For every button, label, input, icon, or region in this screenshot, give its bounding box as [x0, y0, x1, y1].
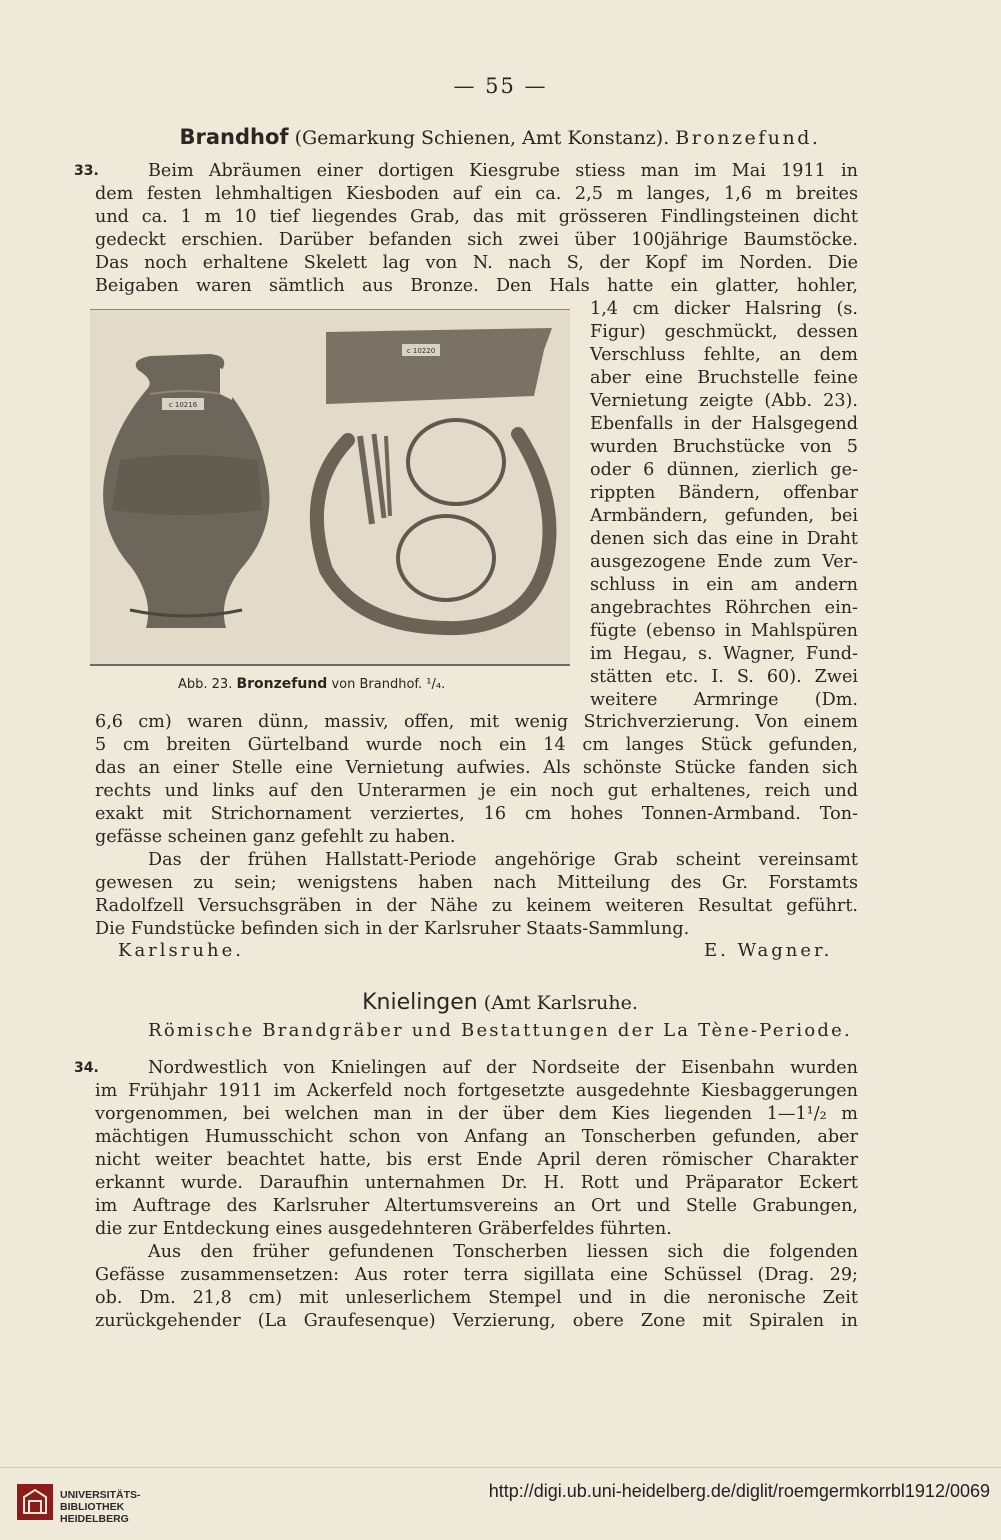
text-line: Figur) geschmückt, dessen — [590, 322, 858, 342]
figure-caption — [178, 676, 445, 692]
heading-place: Brandhof — [179, 125, 289, 149]
text-line: wurden Bruchstücke von 5 — [590, 437, 858, 457]
text-line: Das der frühen Hallstatt-Periode angehörige Grab scheint vereinsamt — [148, 850, 858, 870]
library-name-line: HEIDELBERG — [60, 1513, 129, 1525]
text-line: im Hegau, s. Wagner, Fund- — [590, 644, 858, 664]
text-line: vorgenommen, bei welchen man in der über dem Kies liegenden 1—1¹/₂ m — [95, 1104, 858, 1124]
text-line: rippten Bändern, offenbar — [590, 483, 858, 503]
page-number: — 55 — — [453, 74, 548, 98]
text-line: fügte (ebenso in Mahlspüren — [590, 621, 858, 641]
text-line: das an einer Stelle eine Vernietung aufwies. Als schönste Stücke fanden sich — [95, 758, 858, 778]
permalink-url[interactable]: http://digi.ub.uni-heidelberg.de/diglit/roemgermkorrbl1912/0069 — [488, 1481, 990, 1501]
photo-bronze-artifacts — [90, 310, 570, 664]
vessel-inventory-label: c 10216 — [168, 401, 198, 409]
text-line: im Frühjahr 1911 im Ackerfeld noch fortgesetzte ausgedehnte Kiesbaggerungen — [95, 1081, 858, 1101]
text-line: Beigaben waren sämtlich aus Bronze. Den Hals hatte ein glatter, hohler, — [95, 276, 858, 296]
text-line: nicht weiter beachtet hatte, bis erst Ende April deren römischer Charakter — [95, 1150, 858, 1170]
paragraph-number-33: 33. — [74, 163, 99, 179]
text-line: rechts und links auf den Unterarmen je ein noch gut erhaltenes, reich und — [95, 781, 858, 801]
text-line: Armbändern, gefunden, bei — [590, 506, 858, 526]
section-heading-knielingen — [60, 990, 940, 1015]
text-line: mächtigen Humusschicht schon von Anfang an Tonscherben gefunden, aber — [95, 1127, 858, 1147]
text-line: weitere Armringe (Dm. — [590, 690, 858, 710]
figure-bronze-find — [90, 309, 570, 666]
text-line: Gefässe zusammensetzen: Aus roter terra sigillata eine Schüssel (Drag. 29; — [95, 1265, 858, 1285]
heading-topic: Bronzefund. — [675, 127, 821, 149]
text-line: 6,6 cm) waren dünn, massiv, offen, mit wenig Strichverzierung. Von einem — [95, 712, 858, 732]
text-line: gedeckt erschien. Darüber befanden sich zwei über 100jährige Baumstöcke. — [95, 230, 858, 250]
text-line: stätten etc. I. S. 60). Zwei — [590, 667, 858, 687]
text-line: 1,4 cm dicker Halsring (s. — [590, 299, 858, 319]
library-footer — [0, 1467, 1001, 1540]
library-name-line: UNIVERSITÄTS- — [60, 1489, 141, 1501]
plate-inventory-label: c 10220 — [406, 347, 436, 355]
section-heading-brandhof — [60, 125, 940, 149]
text-line: ob. Dm. 21,8 cm) mit unleserlichem Stempel und in die neronische Zeit — [95, 1288, 858, 1308]
text-line: Nordwestlich von Knielingen auf der Nordseite der Eisenbahn wurden — [148, 1058, 858, 1078]
text-line: oder 6 dünnen, zierlich ge- — [590, 460, 858, 480]
text-line: dem festen lehmhaltigen Kiesboden auf ein ca. 2,5 m langes, 1,6 m breites — [95, 184, 858, 204]
text-line: Beim Abräumen einer dortigen Kiesgrube stiess man im Mai 1911 in — [148, 161, 858, 181]
library-name-line: BIBLIOTHEK — [60, 1501, 125, 1513]
text-line: Radolfzell Versuchsgräben in der Nähe zu keinem weiteren Resultat geführt. — [95, 896, 858, 916]
text-line: denen sich das eine in Draht — [590, 529, 858, 549]
text-line: Verschluss fehlte, an dem — [590, 345, 858, 365]
text-line: angebrachtes Röhrchen ein- — [590, 598, 858, 618]
text-line: Die Fundstücke befinden sich in der Karlsruher Staats-Sammlung. — [95, 919, 690, 939]
signature-author: E. Wagner. — [704, 940, 833, 961]
text-line: schluss in ein am andern — [590, 575, 858, 595]
heading-place: Knielingen — [362, 990, 478, 1015]
text-line: im Auftrage des Karlsruher Altertumsvereins an Ort und Stelle Grabungen, — [95, 1196, 858, 1216]
library-name — [60, 1489, 141, 1525]
text-line: aber eine Bruchstelle feine — [590, 368, 858, 388]
caption-label: Abb. 23. — [178, 677, 237, 692]
heading-location: (Gemarkung Schienen, Amt Konstanz). — [288, 127, 676, 149]
text-line: Das noch erhaltene Skelett lag von N. nach S, der Kopf im Norden. Die — [95, 253, 858, 273]
paragraph-number-34: 34. — [74, 1060, 99, 1076]
text-line: Ebenfalls in der Halsgegend — [590, 414, 858, 434]
bronze-belt-plate — [326, 328, 552, 404]
text-line: 5 cm breiten Gürtelband wurde noch ein 14 cm langes Stück gefunden, — [95, 735, 858, 755]
text-line: zurückgehender (La Graufesenque) Verzierung, obere Zone mit Spiralen in — [95, 1311, 858, 1331]
text-line: Vernietung zeigte (Abb. 23). — [590, 391, 858, 411]
text-line: die zur Entdeckung eines ausgedehnteren Gräberfeldes führten. — [95, 1219, 672, 1239]
text-line: gewesen zu sein; wenigstens haben nach Mitteilung des Gr. Forstamts — [95, 873, 858, 893]
caption-source: von Brandhof. ¹/₄. — [327, 677, 446, 692]
text-line: ausgezogene Ende zum Ver- — [590, 552, 858, 572]
text-line: erkannt wurde. Daraufhin unternahmen Dr. H. Rott und Präparator Eckert — [95, 1173, 858, 1193]
heading-location: (Amt Karlsruhe. — [477, 992, 638, 1014]
text-line: Aus den früher gefundenen Tonscherben liessen sich die folgenden — [148, 1242, 858, 1262]
signature-place: Karlsruhe. — [118, 940, 244, 961]
library-logo-icon — [16, 1483, 54, 1521]
text-line: gefässe scheinen ganz gefehlt zu haben. — [95, 827, 456, 847]
section-subheading: Römische Brandgräber und Bestattungen der La Tène-Periode. — [148, 1020, 852, 1041]
text-line: und ca. 1 m 10 tief liegendes Grab, das mit grösseren Findlingsteinen dicht — [95, 207, 858, 227]
caption-title: Bronzefund — [236, 676, 328, 692]
text-line: exakt mit Strichornament verziertes, 16 cm hohes Tonnen-Armband. Ton- — [95, 804, 858, 824]
